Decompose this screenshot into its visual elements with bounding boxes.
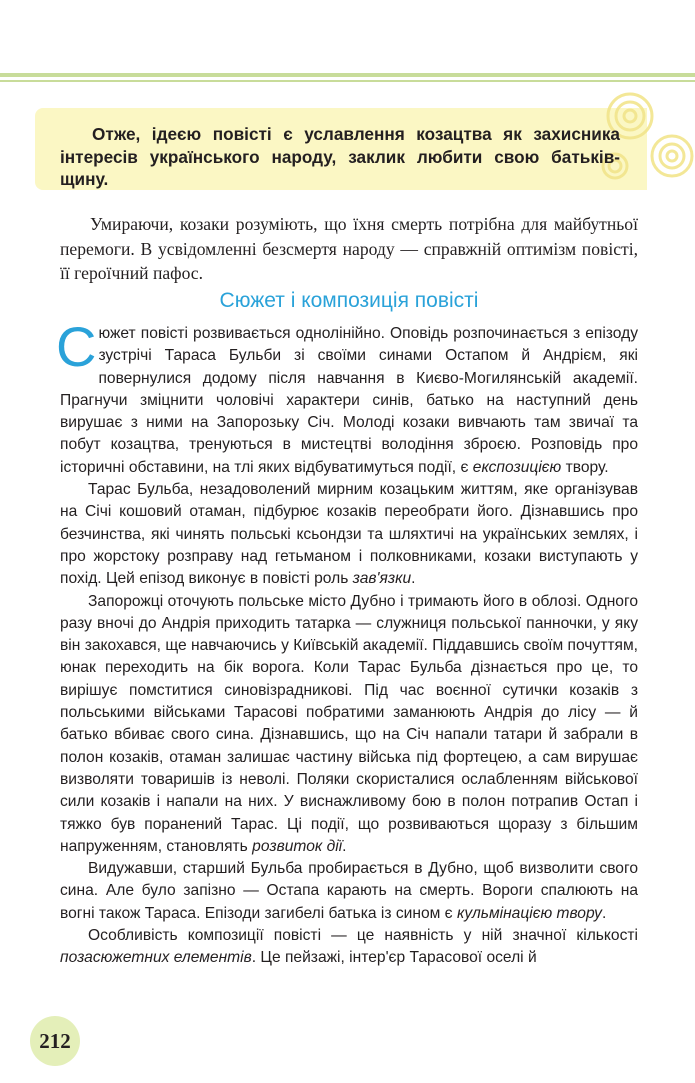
top-rule bbox=[0, 73, 695, 77]
paragraph-tail: твору. bbox=[561, 458, 609, 476]
term: розвиток дії bbox=[252, 837, 343, 855]
paragraph-text: южет повісті розвивається однолінійно. Оповідь розпочинається з епізоду зустрічі Тараса Бульби зі своїми синами Остапом й Андрієм, які повернулися додому після навчання в Києво-Могилянській академії. Прагнучи зміцнити чоловічі характери синів, батько на наступний день вирушає з ними на Запорозьку Січ. Молоді козаки вивчають там звичаї та побут козацтва, тренуються в мистецтві володіння зброєю. Розповідь про історичні обставини, на тлі яких відбуватимуться події, є bbox=[60, 325, 638, 476]
paragraph-tail: . Це пейзажі, інтер'єр Тарасової оселі й bbox=[251, 949, 537, 967]
paragraph-2 bbox=[60, 479, 638, 590]
body-text bbox=[56, 315, 638, 970]
term: позасюжетних елементів bbox=[60, 949, 252, 967]
paragraph-tail: . bbox=[411, 570, 416, 588]
paragraph-tail: . bbox=[601, 904, 607, 922]
callout-text: Отже, ідеєю повісті є уславлення козацтва як захисника інтересів українського народу, заклик любити свою батьків-щину. bbox=[60, 124, 620, 189]
paragraph-3 bbox=[60, 591, 638, 859]
paragraph-4 bbox=[60, 858, 638, 925]
page-number: 212 bbox=[30, 1016, 80, 1066]
paragraph-5 bbox=[60, 925, 638, 970]
paragraph-text: Видужавши, старший Бульба пробирається в Дубно, щоб визволити свого сина. Але було запізно — Остапа карають на смерть. Вороги спалюють на вогні також Тараса. Епізоди загибелі батька із сином є bbox=[60, 860, 638, 922]
paragraph-tail: . bbox=[342, 837, 347, 855]
term: кульмінацією твору bbox=[456, 904, 602, 922]
intro-paragraph: Умираючи, козаки розуміють, що їхня смерть потрібна для майбутньої перемоги. В усвідомленні безсмертя народу — справжній оптимізм повісті, її героїчний пафос. bbox=[60, 214, 638, 283]
drop-cap: С bbox=[56, 315, 97, 378]
term: експозицією bbox=[472, 458, 562, 476]
section-title: Сюжет і композиція повісті bbox=[219, 289, 479, 312]
paragraph-text: Запорожці оточують польське місто Дубно і тримають його в облозі. Одного разу вночі до Андрія приходить татарка — служниця польської панночки, у яку він закохався, ще навчаючись у Київській академії. Піддавшись своїм почуттям, юнак переходить на бік ворога. Коли Тарас Бульба дізнається про це, то вирішує помститися синовізрадникові. Під час воєнної сутички козаків з польськими військами Тарасові побратими заманюють Андрія до лісу — й батько вбиває свого сина. Дізнавшись, що на Січ напали татари й забрали в полон козаків, отаман залишає частину війська під фортецею, а сам вирушає визволяти товаришів із неволі. Поляки скористалися ослабленням військової сили козаків і напали на них. У виснажливому бою в полон потрапив Остап і тяжко був поранений Тарас. Ці події, що розвиваються щоразу з більшим напруженням, становлять bbox=[60, 592, 638, 855]
top-rule-thin bbox=[0, 80, 695, 82]
paragraph-1 bbox=[56, 315, 638, 479]
paragraph-text: Тарас Бульба, незадоволений мирним козацьким життям, яке організував на Січі кошовий отаман, підбурює козаків переобрати його. Дізнавшись про безчинства, які чинять польські ксьондзи та шляхтичі на українських землях, і про жорстоку розправу над гетьманом і полковниками, козаки виступають у похід. Цей епізод виконує в повісті роль bbox=[60, 481, 638, 588]
paragraph-text: Особливість композиції повісті — це наявність у ній значної кількості bbox=[88, 927, 638, 945]
term: зав'язки bbox=[352, 570, 412, 588]
